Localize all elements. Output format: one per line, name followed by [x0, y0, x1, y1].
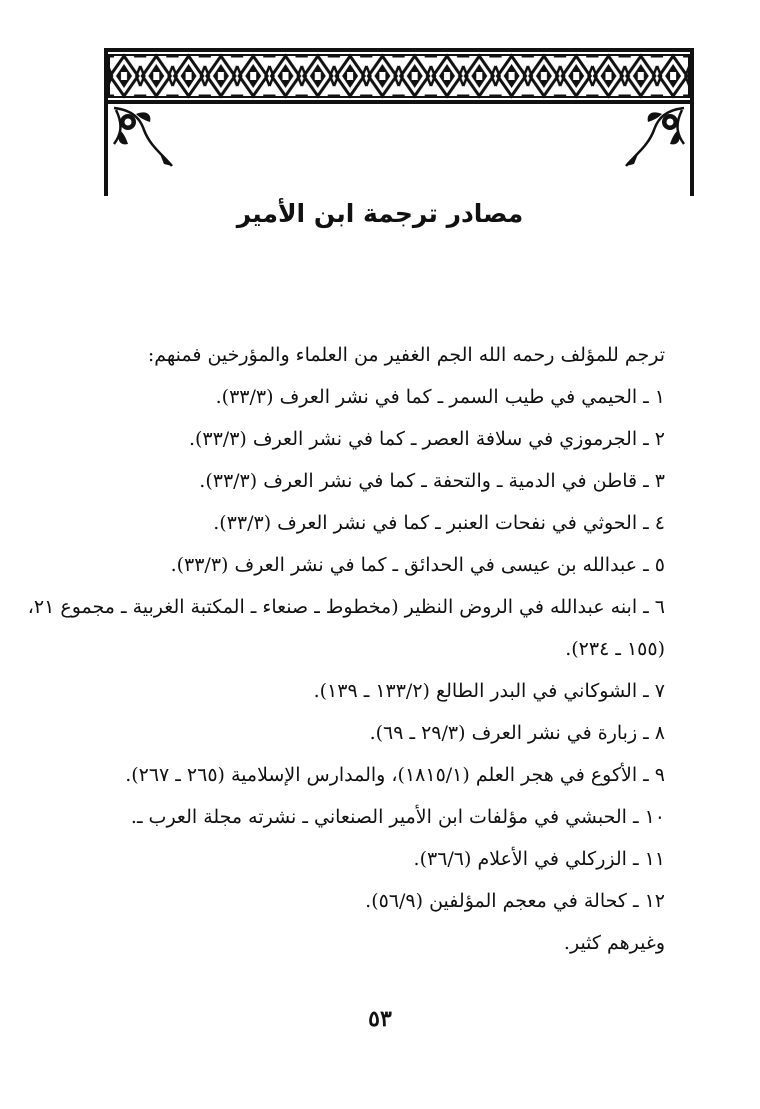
list-item: ٧ ـ الشوكاني في البدر الطالع (١٣٣/٢ ـ ١٣٩). — [313, 680, 665, 702]
closing-line: وغيرهم كثير. — [563, 932, 665, 954]
list-item: ٣ ـ قاطن في الدمية ـ والتحفة ـ كما في نشر العرف (٣٣/٣). — [199, 470, 665, 492]
list-item: ١٠ ـ الحبشي في مؤلفات ابن الأمير الصنعاني ـ نشرته مجلة العرب ـ. — [130, 806, 665, 828]
frame-left-rule — [104, 100, 108, 196]
arabesque-pattern — [108, 52, 690, 100]
list-item: ٨ ـ زبارة في نشر العرف (٢٩/٣ ـ ٦٩). — [369, 722, 665, 744]
list-item: ١ ـ الحيمي في طيب السمر ـ كما في نشر العرف (٣٣/٣). — [215, 386, 665, 408]
intro-paragraph: ترجم للمؤلف رحمه الله الجم الغفير من العلماء والمؤرخين فمنهم: — [147, 344, 665, 366]
ornamental-header-band — [104, 48, 694, 104]
list-item: ٥ ـ عبدالله بن عيسى في الحدائق ـ كما في نشر العرف (٣٣/٣). — [170, 554, 665, 576]
list-item: ١١ ـ الزركلي في الأعلام (٣٦/٦). — [413, 848, 665, 870]
list-item: ٤ ـ الحوثي في نفحات العنبر ـ كما في نشر العرف (٣٣/٣). — [213, 512, 665, 534]
list-item: ١٢ ـ كحالة في معجم المؤلفين (٥٦/٩). — [365, 890, 665, 912]
corner-ornament-left-icon — [110, 104, 174, 168]
page-title: مصادر ترجمة ابن الأمير — [236, 199, 524, 228]
frame-right-rule — [690, 100, 694, 196]
list-item: ٦ ـ ابنه عبدالله في الروض النظير (مخطوط ـ صنعاء ـ المكتبة الغربية ـ مجموع ٢١، (١٥٥ ـ ٢٣٤). — [27, 596, 665, 660]
corner-ornament-right-icon — [624, 104, 688, 168]
list-item: ٢ ـ الجرموزي في سلافة العصر ـ كما في نشر العرف (٣٣/٣). — [188, 428, 665, 450]
page-number: ٥٣ — [368, 1006, 392, 1032]
sources-list — [25, 334, 665, 964]
list-item: ٩ ـ الأكوع في هجر العلم (١٨١٥/١)، والمدارس الإسلامية (٢٦٥ ـ ٢٦٧). — [125, 764, 665, 786]
